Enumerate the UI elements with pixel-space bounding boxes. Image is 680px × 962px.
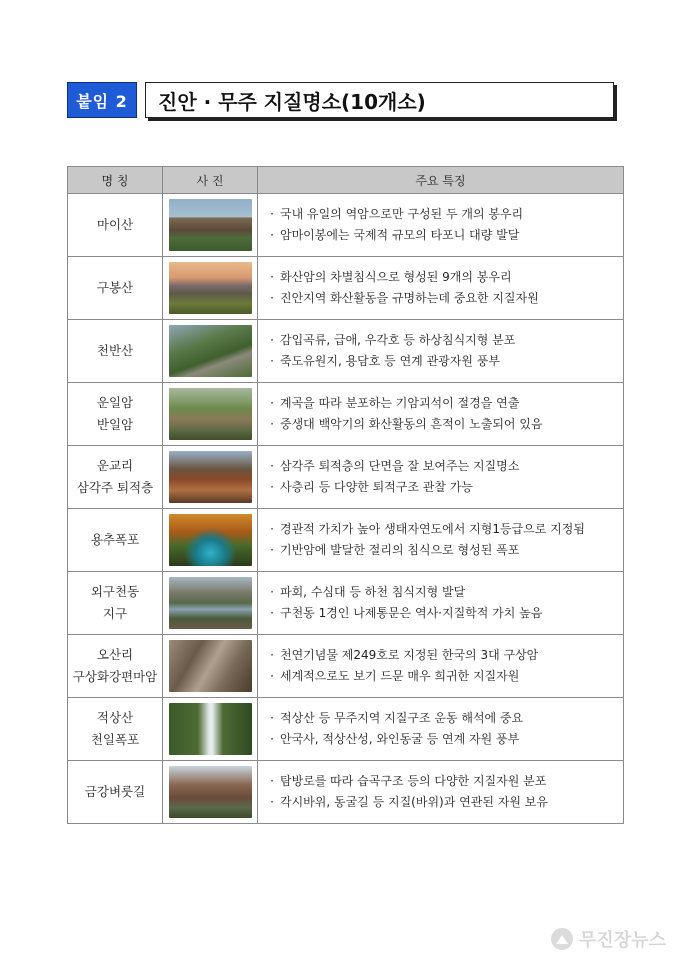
site-name (68, 635, 163, 698)
watermark (551, 926, 666, 952)
table-row (68, 761, 624, 824)
cliff-photo (169, 451, 252, 503)
site-photo-cell (163, 635, 258, 698)
site-name (68, 761, 163, 824)
feature-text: 감입곡류, 급애, 우각호 등 하상침식지형 분포 (280, 333, 516, 347)
feature-text: 세계적으로도 보기 드문 매우 희귀한 지질자원 (280, 669, 520, 683)
site-photo-cell (163, 761, 258, 824)
feature-item (264, 519, 623, 540)
watermark-text: 무진장뉴스 (579, 930, 666, 951)
feature-item (264, 330, 623, 351)
site-name-line: 운일암 (96, 395, 134, 410)
bullet-icon: · (270, 480, 274, 494)
site-features (258, 320, 624, 383)
feature-text: 파회, 수심대 등 하천 침식지형 발달 (280, 585, 466, 599)
feature-item (264, 414, 623, 435)
site-name-line: 구상화강편마암 (72, 669, 158, 684)
site-name-line: 운교리 (96, 458, 134, 473)
site-name (68, 257, 163, 320)
table-row (68, 572, 624, 635)
feature-text: 천연기념물 제249호로 지정된 한국의 3대 구상암 (280, 648, 539, 662)
site-features (258, 446, 624, 509)
bullet-icon: · (270, 648, 274, 662)
table-row (68, 257, 624, 320)
feature-text: 계곡을 따라 분포하는 기암괴석이 절경을 연출 (280, 396, 520, 410)
site-photo-cell (163, 698, 258, 761)
site-features (258, 257, 624, 320)
site-name (68, 698, 163, 761)
header-features: 주요 특징 (258, 167, 624, 194)
site-name (68, 194, 163, 257)
site-name-line: 구봉산 (96, 280, 134, 295)
bullet-icon: · (270, 669, 274, 683)
feature-text: 화산암의 차별침식으로 형성된 9개의 봉우리 (280, 270, 512, 284)
rock-photo (169, 640, 252, 692)
table-header-row (68, 167, 624, 194)
site-photo-cell (163, 446, 258, 509)
attachment-badge: 붙임 2 (67, 82, 137, 118)
site-photo-cell (163, 572, 258, 635)
header-name: 명 칭 (68, 167, 163, 194)
feature-text: 안국사, 적상산성, 와인동굴 등 연계 자원 풍부 (280, 732, 520, 746)
site-name-line: 적상산 (96, 710, 134, 725)
bullet-icon: · (270, 354, 274, 368)
site-features (258, 698, 624, 761)
bullet-icon: · (270, 333, 274, 347)
feature-item (264, 477, 623, 498)
feature-text: 암마이봉에는 국제적 규모의 타포니 대량 발달 (280, 228, 520, 242)
site-features (258, 572, 624, 635)
bullet-icon: · (270, 732, 274, 746)
feature-item (264, 351, 623, 372)
table-row (68, 446, 624, 509)
feature-text: 사층리 등 다양한 퇴적구조 관찰 가능 (280, 480, 473, 494)
bullet-icon: · (270, 543, 274, 557)
site-name (68, 509, 163, 572)
table-row (68, 509, 624, 572)
feature-item (264, 708, 623, 729)
site-photo-cell (163, 383, 258, 446)
bullet-icon: · (270, 228, 274, 242)
feature-text: 기반암에 발달한 절리의 침식으로 형성된 폭포 (280, 543, 520, 557)
feature-text: 탐방로를 따라 습곡구조 등의 다양한 지질자원 분포 (280, 774, 547, 788)
feature-item (264, 771, 623, 792)
site-name-line: 지구 (102, 606, 128, 621)
bullet-icon: · (270, 417, 274, 431)
feature-item (264, 666, 623, 687)
waterfall-photo (169, 703, 252, 755)
geosites-table (67, 166, 624, 824)
site-name-line: 천반산 (96, 343, 134, 358)
bullet-icon: · (270, 795, 274, 809)
table-row (68, 383, 624, 446)
site-name-line: 금강벼룻길 (84, 784, 146, 799)
feature-item (264, 204, 623, 225)
feature-text: 경관적 가치가 높아 생태자연도에서 지형1등급으로 지정됨 (280, 522, 585, 536)
bullet-icon: · (270, 522, 274, 536)
feature-item (264, 393, 623, 414)
feature-text: 진안지역 화산활동을 규명하는데 중요한 지질자원 (280, 291, 539, 305)
site-features (258, 761, 624, 824)
site-features (258, 635, 624, 698)
river-photo (169, 577, 252, 629)
feature-item (264, 645, 623, 666)
site-name-line: 반일암 (96, 417, 134, 432)
site-name-line: 천일폭포 (90, 732, 140, 747)
feature-item (264, 540, 623, 561)
mountain-photo (169, 262, 252, 314)
site-name (68, 320, 163, 383)
table-row (68, 635, 624, 698)
site-photo-cell (163, 320, 258, 383)
site-name-line: 마이산 (96, 217, 134, 232)
feature-text: 적상산 등 무주지역 지질구조 운동 해석에 중요 (280, 711, 524, 725)
feature-item (264, 603, 623, 624)
bullet-icon: · (270, 585, 274, 599)
table-row (68, 194, 624, 257)
site-photo-cell (163, 194, 258, 257)
feature-item (264, 582, 623, 603)
feature-text: 죽도유원지, 용담호 등 연계 관광자원 풍부 (280, 354, 500, 368)
site-name (68, 572, 163, 635)
header-photo: 사 진 (163, 167, 258, 194)
page-title: 진안 · 무주 지질명소(10개소) (145, 82, 614, 118)
valley-photo (169, 388, 252, 440)
feature-item (264, 267, 623, 288)
bullet-icon: · (270, 396, 274, 410)
site-name-line: 외구천동 (90, 584, 140, 599)
site-name (68, 383, 163, 446)
feature-text: 중생대 백악기의 화산활동의 흔적이 노출되어 있음 (280, 417, 543, 431)
feature-text: 삼각주 퇴적층의 단면을 잘 보여주는 지질명소 (280, 459, 520, 473)
site-name-line: 용추폭포 (90, 532, 140, 547)
feature-item (264, 288, 623, 309)
table-row (68, 320, 624, 383)
feature-text: 각시바위, 동굴길 등 지질(바위)과 연관된 자원 보유 (280, 795, 548, 809)
feature-item (264, 792, 623, 813)
mountain-photo (169, 199, 252, 251)
feature-text: 구천동 1경인 나제통문은 역사·지질학적 가치 높음 (280, 606, 543, 620)
waterfall-pool-photo (169, 514, 252, 566)
site-name-line: 오산리 (96, 647, 134, 662)
bullet-icon: · (270, 207, 274, 221)
bullet-icon: · (270, 711, 274, 725)
bullet-icon: · (270, 774, 274, 788)
site-photo-cell (163, 509, 258, 572)
river-bend-photo (169, 325, 252, 377)
site-name (68, 446, 163, 509)
site-photo-cell (163, 257, 258, 320)
bullet-icon: · (270, 291, 274, 305)
feature-item (264, 456, 623, 477)
site-features (258, 509, 624, 572)
feature-item (264, 729, 623, 750)
bullet-icon: · (270, 270, 274, 284)
bullet-icon: · (270, 459, 274, 473)
table-row (68, 698, 624, 761)
feature-text: 국내 유일의 역암으로만 구성된 두 개의 봉우리 (280, 207, 524, 221)
site-features (258, 194, 624, 257)
heading (67, 82, 614, 118)
feature-item (264, 225, 623, 246)
site-name-line: 삼각주 퇴적층 (76, 480, 154, 495)
river-cliff-photo (169, 766, 252, 818)
site-features (258, 383, 624, 446)
mountain-logo-icon (551, 928, 573, 950)
bullet-icon: · (270, 606, 274, 620)
